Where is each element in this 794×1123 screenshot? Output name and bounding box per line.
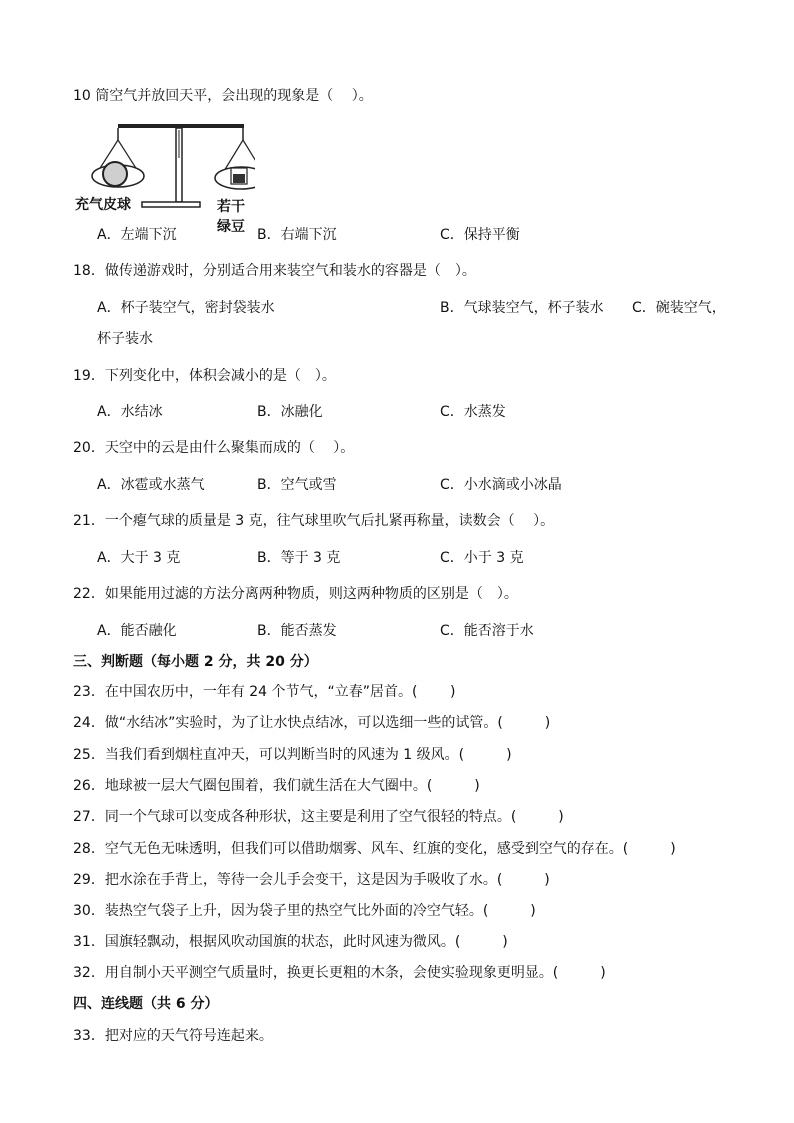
question-17-stem: 10 筒空气并放回天平，会出现的现象是（ ）。 [73, 88, 373, 104]
judge-item-23: 23．在中国农历中，一年有 24 个节气，“立春”居首。( ) [73, 684, 456, 700]
q22-option-b: B．能否蒸发 [257, 623, 337, 639]
left-pan-label: 充气皮球 [75, 197, 131, 213]
q19-option-a: A．水结冰 [97, 404, 163, 420]
q17-option-b: B．右端下沉 [257, 227, 337, 243]
q18-option-a: A．杯子装空气，密封袋装水 [97, 300, 275, 316]
q18-option-c-continued: 杯子装水 [97, 331, 153, 347]
judge-item-29: 29．把水涂在手背上，等待一会儿手会变干，这是因为手吸收了水。( ) [73, 872, 550, 888]
q18-option-c: C．碗装空气， [632, 300, 726, 316]
judge-item-24: 24．做“水结冰”实验时，为了让水快点结冰，可以选细一些的试管。( ) [73, 715, 551, 731]
q17-option-a: A．左端下沉 [97, 227, 177, 243]
q20-option-b: B．空气或雪 [257, 477, 337, 493]
q22-option-c: C．能否溶于水 [440, 623, 534, 639]
q20-option-c: C．小水滴或小冰晶 [440, 477, 562, 493]
question-22-stem: 22．如果能用过滤的方法分离两种物质，则这两种物质的区别是（ ）。 [73, 586, 518, 602]
q17-option-c: C．保持平衡 [440, 227, 520, 243]
judge-item-32: 32．用自制小天平测空气质量时，换更长更粗的木条，会使实验现象更明显。( ) [73, 965, 606, 981]
question-21-stem: 21．一个瘪气球的质量是 3 克，往气球里吹气后扎紧再称量，读数会（ ）。 [73, 513, 555, 529]
judge-item-30: 30．装热空气袋子上升，因为袋子里的热空气比外面的冷空气轻。( ) [73, 903, 536, 919]
q21-option-c: C．小于 3 克 [440, 550, 524, 566]
q22-option-a: A．能否融化 [97, 623, 177, 639]
judge-item-27: 27．同一个气球可以变成各种形状，这主要是利用了空气很轻的特点。( ) [73, 809, 564, 825]
section-4-title: 四、连线题（共 6 分） [73, 996, 219, 1012]
judge-item-31: 31．国旗轻飘动，根据风吹动国旗的状态，此时风速为微风。( ) [73, 934, 508, 950]
question-20-stem: 20．天空中的云是由什么聚集而成的（ ）。 [73, 440, 355, 456]
q19-option-b: B．冰融化 [257, 404, 323, 420]
q18-option-b: B．气球装空气，杯子装水 [440, 300, 604, 316]
question-18-stem: 18．做传递游戏时，分别适合用来装空气和装水的容器是（ ）。 [73, 263, 476, 279]
judge-item-25: 25．当我们看到烟柱直冲天，可以判断当时的风速为 1 级风。( ) [73, 747, 512, 763]
section-3-title: 三、判断题（每小题 2 分，共 20 分） [73, 654, 318, 670]
q20-option-a: A．冰雹或水蒸气 [97, 477, 205, 493]
question-19-stem: 19．下列变化中，体积会减小的是（ ）。 [73, 368, 336, 384]
right-pan-label: 若干绿豆 [217, 199, 245, 235]
q21-option-a: A．大于 3 克 [97, 550, 181, 566]
q19-option-c: C．水蒸发 [440, 404, 506, 420]
question-33-stem: 33．把对应的天气符号连起来。 [73, 1028, 273, 1044]
judge-item-28: 28．空气无色无味透明，但我们可以借助烟雾、风车、红旗的变化，感受到空气的存在。( ) [73, 841, 676, 857]
judge-item-26: 26．地球被一层大气圈包围着，我们就生活在大气圈中。( ) [73, 778, 480, 794]
q21-option-b: B．等于 3 克 [257, 550, 341, 566]
